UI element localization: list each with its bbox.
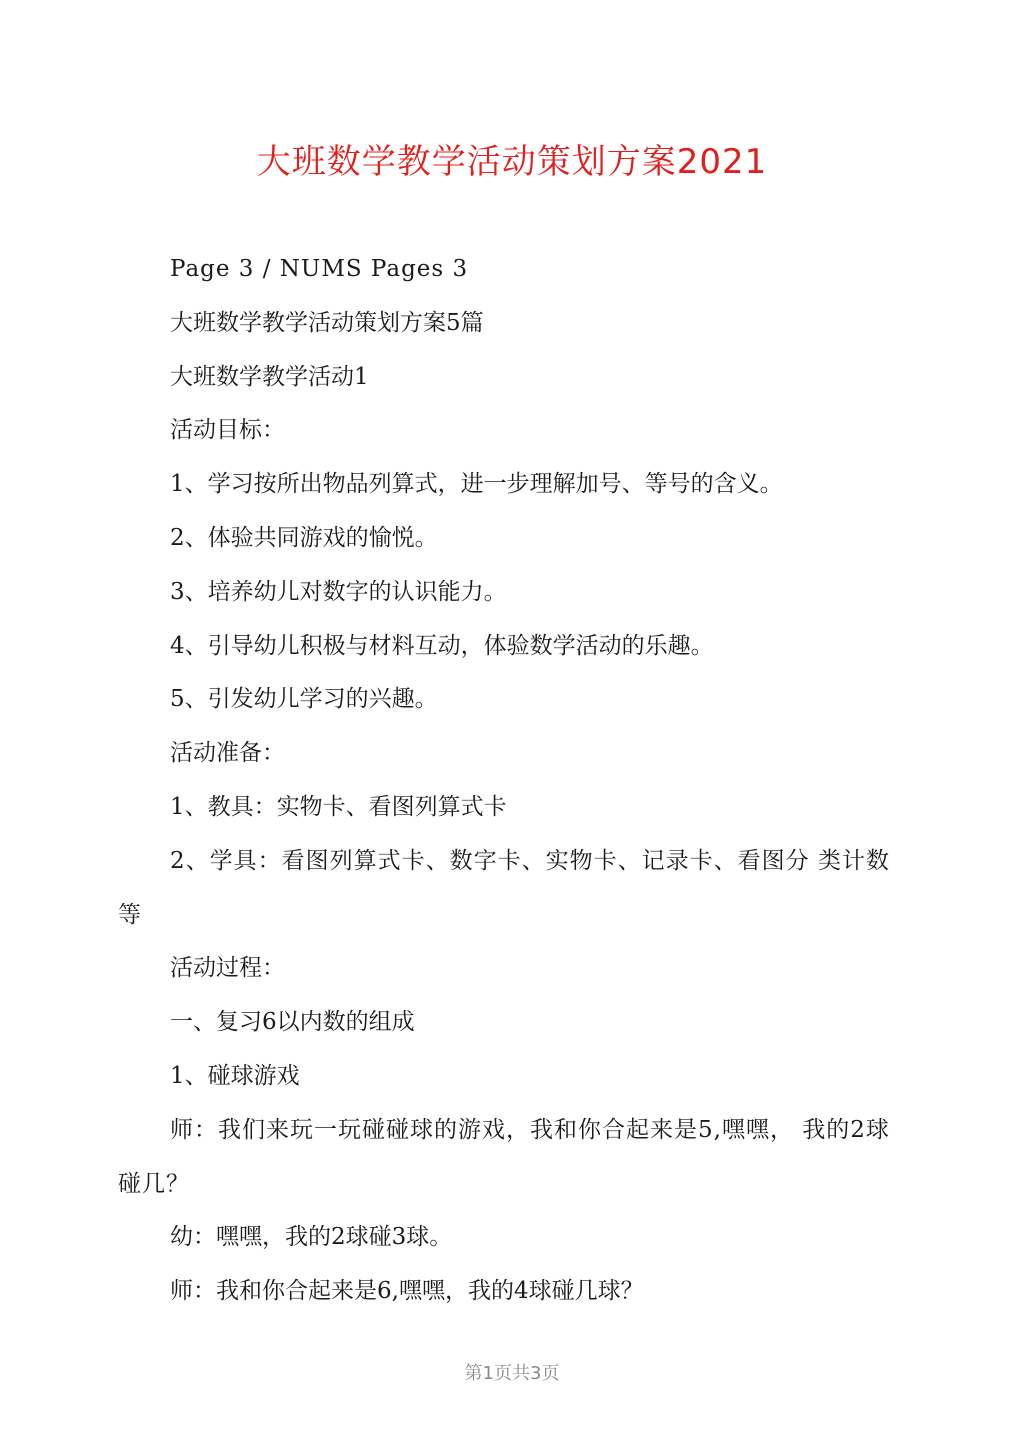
list-item: 2、学具：看图列算式卡、数字卡、实物卡、记录卡、看图分 类计数等: [118, 847, 890, 928]
section-heading: 活动准备：: [170, 740, 285, 767]
section-heading: 活动目标：: [170, 417, 285, 444]
list-item: 3、培养幼儿对数字的认识能力。: [170, 578, 507, 605]
dialogue-line: 幼：嘿嘿，我的2球碰3球。: [170, 1224, 453, 1251]
document-title: 大班数学教学活动策划方案2021: [256, 142, 768, 182]
paragraph: 大班数学教学活动1: [170, 363, 369, 390]
page-indicator: Page 3 / NUMS Pages 3: [170, 256, 469, 282]
section-heading: 活动过程：: [170, 955, 285, 982]
paragraph: 大班数学教学活动策划方案5篇: [170, 309, 484, 336]
list-item: 5、引发幼儿学习的兴趣。: [170, 686, 438, 713]
list-item: 1、碰球游戏: [170, 1062, 300, 1089]
page-footer: 第1页共3页: [464, 1363, 560, 1384]
list-item: 2、体验共同游戏的愉悦。: [170, 524, 438, 551]
paragraph: 一、复习6以内数的组成: [170, 1009, 415, 1036]
dialogue-line: 师：我们来玩一玩碰碰球的游戏，我和你合起来是5,嘿嘿， 我的2球碰几？: [118, 1116, 890, 1197]
list-item: 1、教具：实物卡、看图列算式卡: [170, 793, 507, 820]
list-item: 4、引导幼儿积极与材料互动，体验数学活动的乐趣。: [170, 632, 714, 659]
document-body: [118, 243, 904, 1319]
list-item: 1、学习按所出物品列算式，进一步理解加号、等号的含义。: [170, 471, 783, 498]
dialogue-line: 师：我和你合起来是6,嘿嘿，我的4球碰几球？: [170, 1278, 644, 1305]
